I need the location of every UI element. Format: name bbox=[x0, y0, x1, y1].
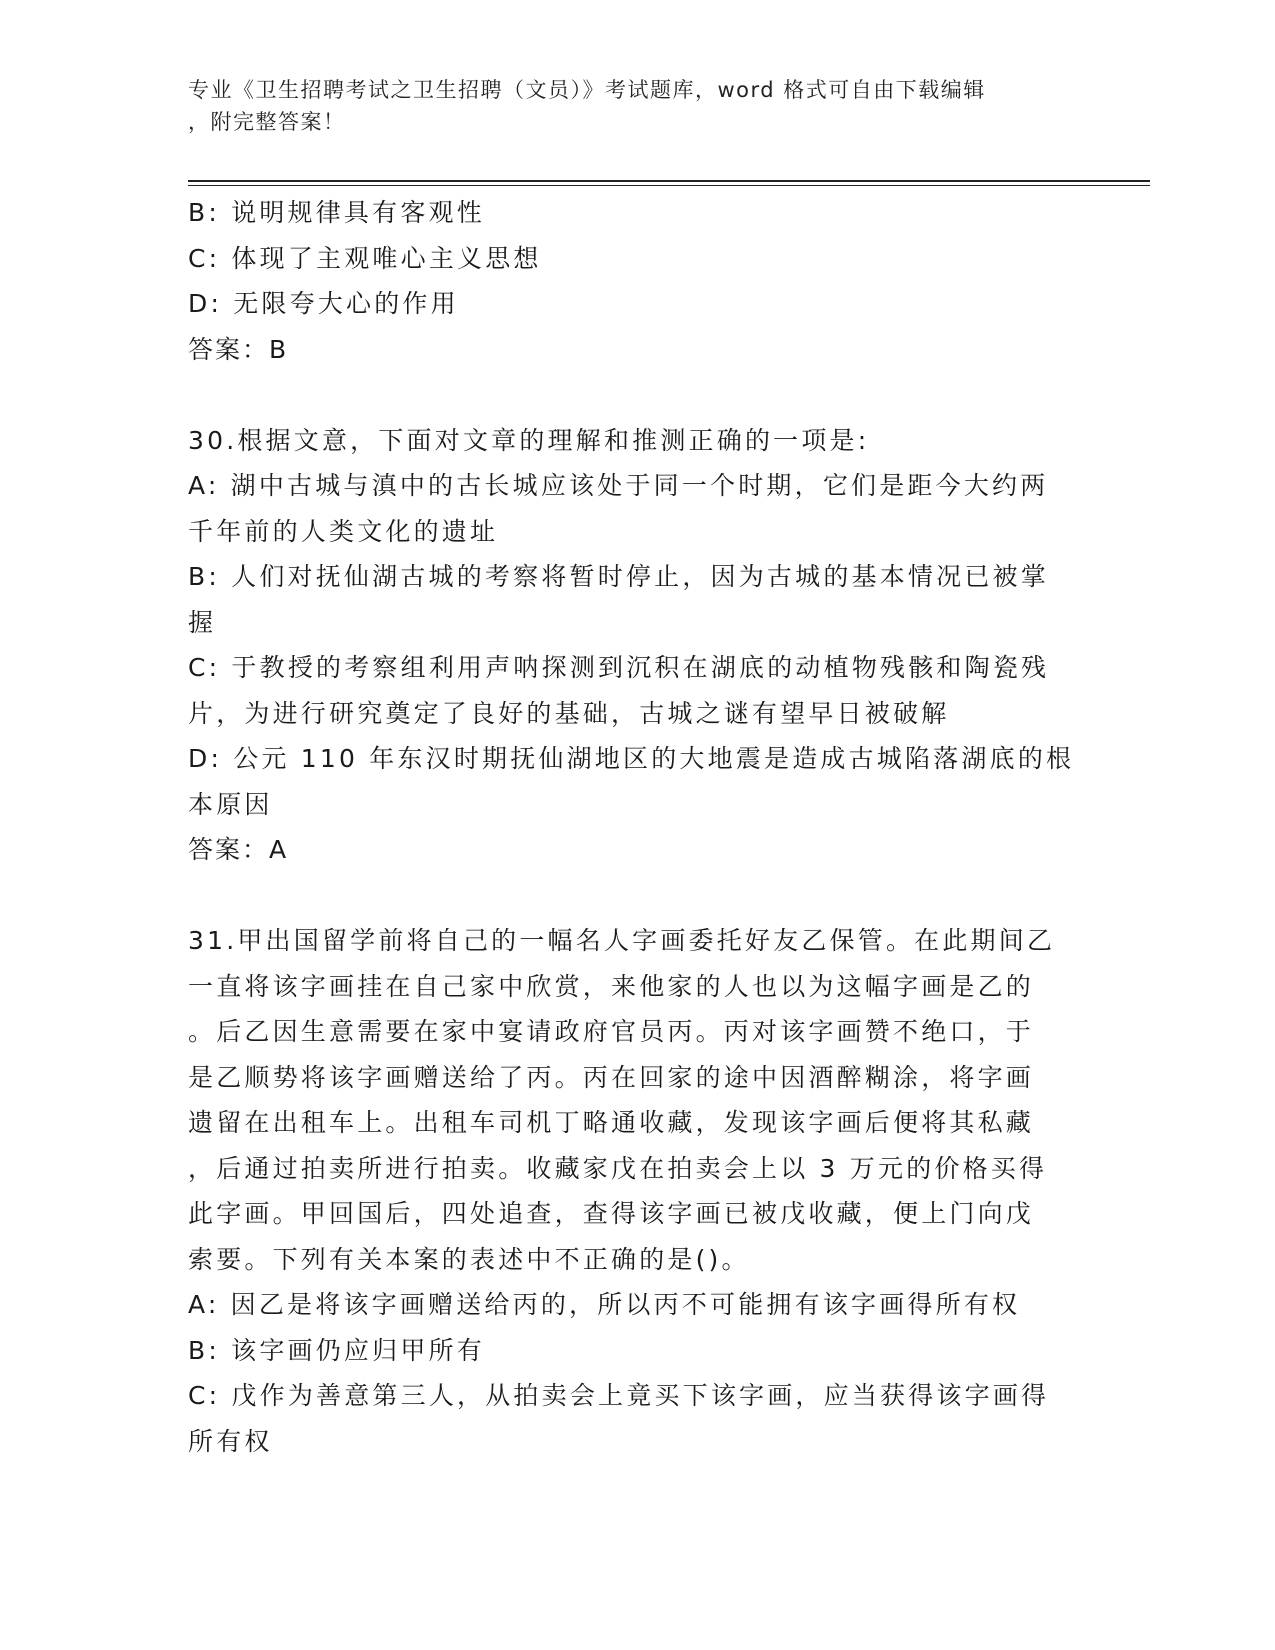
question-stem-line-1: 31.甲出国留学前将自己的一幅名人字画委托好友乙保管。在此期间乙 bbox=[188, 926, 1056, 955]
option-d-line-1: D: 公元 110 年东汉时期抚仙湖地区的大地震是造成古城陷落湖底的根 bbox=[188, 744, 1075, 773]
question-stem-line-7: 此字画。甲回国后，四处追查，查得该字画已被戊收藏，便上门向戊 bbox=[188, 1199, 1035, 1228]
answer-line: 答案：A bbox=[188, 835, 289, 864]
question-stem-line-3: 。后乙因生意需要在家中宴请政府官员丙。丙对该字画赞不绝口，于 bbox=[188, 1017, 1035, 1046]
option-b-line-1: B: 人们对抚仙湖古城的考察将暂时停止，因为古城的基本情况已被掌 bbox=[188, 562, 1049, 591]
option-c: C: 体现了主观唯心主义思想 bbox=[188, 243, 542, 273]
question-30 bbox=[188, 418, 1088, 873]
question-stem: 30.根据文意，下面对文章的理解和推测正确的一项是: bbox=[188, 425, 870, 455]
answer-line: 答案：B bbox=[188, 334, 289, 364]
header-line-2: ，附完整答案！ bbox=[188, 110, 346, 134]
option-c-line-2: 片，为进行研究奠定了良好的基础，古城之谜有望早日被破解 bbox=[188, 698, 950, 728]
option-a: A: 因乙是将该字画赠送给丙的，所以丙不可能拥有该字画得所有权 bbox=[188, 1290, 1021, 1319]
option-a-line-2: 千年前的人类文化的遗址 bbox=[188, 516, 499, 546]
question-stem-line-4: 是乙顺势将该字画赠送给了丙。丙在回家的途中因酒醉糊涂，将字画 bbox=[188, 1062, 1035, 1092]
question-stem-line-6: ，后通过拍卖所进行拍卖。收藏家戊在拍卖会上以 3 万元的价格买得 bbox=[188, 1153, 1048, 1183]
option-c-line-1: C: 于教授的考察组利用声呐探测到沉积在湖底的动植物残骸和陶瓷残 bbox=[188, 653, 1050, 682]
question-stem-line-8: 索要。下列有关本案的表述中不正确的是()。 bbox=[188, 1244, 750, 1274]
option-d-line-2: 本原因 bbox=[188, 789, 273, 819]
question-stem-line-2: 一直将该字画挂在自己家中欣赏，来他家的人也以为这幅字画是乙的 bbox=[188, 971, 1035, 1001]
option-a-line-1: A: 湖中古城与滇中的古长城应该处于同一个时期，它们是距今大约两 bbox=[188, 471, 1049, 500]
document-header bbox=[188, 74, 1068, 138]
document-body bbox=[188, 190, 1088, 1464]
option-d: D: 无限夸大心的作用 bbox=[188, 289, 459, 318]
option-b: B: 该字画仍应归甲所有 bbox=[188, 1335, 485, 1365]
spacer bbox=[188, 372, 1088, 418]
header-rule-thin bbox=[188, 185, 1150, 186]
option-b-line-2: 握 bbox=[188, 607, 217, 637]
option-c-line-2: 所有权 bbox=[188, 1426, 273, 1456]
option-b: B: 说明规律具有客观性 bbox=[188, 198, 485, 227]
header-rule-thick bbox=[188, 180, 1150, 182]
spacer bbox=[188, 873, 1088, 919]
option-c-line-1: C: 戊作为善意第三人，从拍卖会上竟买下该字画，应当获得该字画得 bbox=[188, 1381, 1050, 1410]
question-31 bbox=[188, 918, 1088, 1464]
question-stem-line-5: 遗留在出租车上。出租车司机丁略通收藏，发现该字画后便将其私藏 bbox=[188, 1108, 1035, 1137]
question-29-tail bbox=[188, 190, 1088, 372]
header-line-1: 专业《卫生招聘考试之卫生招聘（文员）》考试题库，word 格式可自由下载编辑 bbox=[188, 78, 986, 102]
